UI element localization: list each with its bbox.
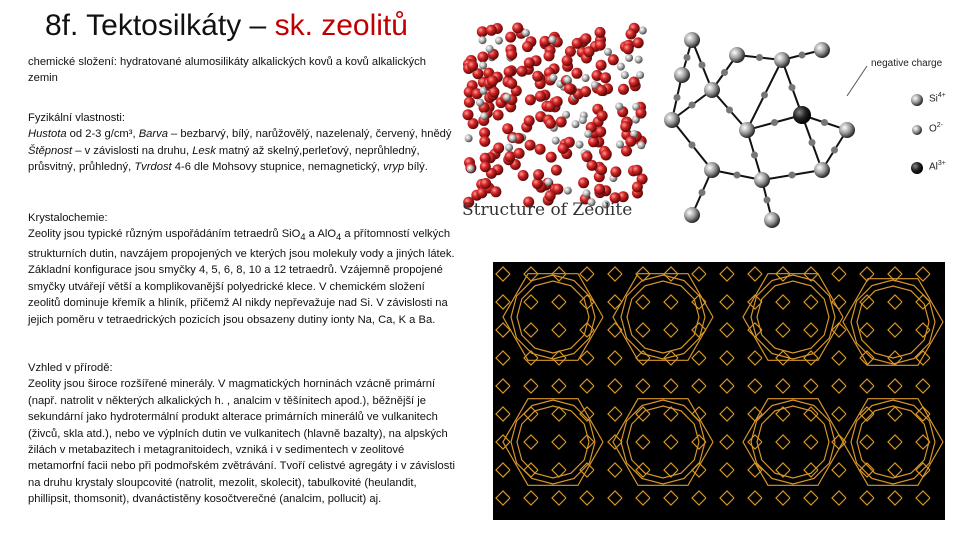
crystal-sub-1: 4: [300, 232, 306, 243]
color-text: – bezbarvý, bílý, narůžovělý, nazelenalý, červený, hnědý: [167, 128, 452, 141]
physical-heading: Fyzikální vlastnosti:: [28, 112, 125, 124]
composition-paragraph: chemické složení: hydratované alumosilikáty alkalických kovů a kovů alkalických zemin: [28, 56, 426, 85]
legend-si-label: Si: [929, 93, 938, 105]
crystal-text-1: Zeolity jsou typické různým uspořádáním tetraedrů SiO: [28, 228, 301, 241]
zeolite-framework-image: [493, 262, 945, 520]
crystal-text-2: a AlO: [305, 228, 337, 241]
cleavage-label: Štěpnost: [28, 144, 73, 157]
cleavage-text: – v závislosti na druhu,: [72, 144, 193, 157]
nature-appearance: [28, 360, 458, 508]
nature-body: Zeolity jsou široce rozšířené minerály. V magmatických horninách vzácně primární (např. natrolit v některých alkalických h. , analcim v těšínitech apod.), běžnější je sekundární jako hydrotermální produkt alterace primárních minerálů ve vulkanitech (živců, skla atd.), nebo ve výplních dutin ve vulkanitech (hlavně bazalty), na alpských žilách v metabazitech i metagranitoidech, vzniká i v sedimentech v zeolitové metamorfní facii nebo při podmořském zvětrávání. Tvoří celistvé agregáty i v závislosti na druhu krystaly sloupcovité (natrolit, mezolit, skolecit), tabulkovité (heulandit, phillipsit, thomsonit), dvanáctistěny kosočtverečné (analcim, pollucit) aj.: [28, 378, 455, 506]
crystal-text-3: a přítomností velkých strukturních dutin, navzájem propojených ve kterých jsou molekuly vody a jiných látek. Základní konfigurace jsou smyčky 4, 5, 6, 8, 10 a 12 tetraedrů. Vzájemně propojené smyčky utvářejí větší a komplikovanější polyedrické klece. V chemickém složení zeolitů dominuje křemík a hliník, přičemž Al nikdy nepřevažuje nad Si. V závislosti na jejich poměru v tetraedrických pozicích jsou obsazeny dutiny ionty Na, Ca, K a Ba.: [28, 228, 455, 326]
legend-al-label: Al: [929, 161, 938, 173]
density-text: od 2-3 g/cm³,: [66, 128, 139, 141]
color-label: Barva: [138, 128, 168, 141]
hardness-label: Tvrdost: [134, 161, 172, 174]
figure-caption: Structure of Zeolite: [462, 200, 633, 220]
nature-heading: Vzhled v přírodě:: [28, 362, 113, 374]
density-label: Hustota: [28, 128, 67, 141]
legend-o-label: O: [929, 123, 937, 135]
slide-title: [45, 6, 408, 46]
title-highlight: sk. zeolitů: [274, 9, 408, 42]
legend-o: [929, 122, 943, 134]
streak-label: vryp: [383, 161, 405, 174]
legend-al-charge: 3+: [937, 160, 946, 167]
legend-o-charge: 2-: [936, 122, 944, 129]
crystal-heading: Krystalochemie:: [28, 212, 108, 224]
crystal-body: [28, 226, 458, 328]
legend-si-charge: 4+: [937, 92, 946, 99]
legend-al: [929, 160, 946, 172]
title-main: 8f. Tektosilkáty –: [45, 9, 275, 42]
hardness-text: 4-6 dle Mohsovy stupnice, nemagnetický,: [171, 161, 384, 174]
legend-negative-charge: negative charge: [871, 58, 943, 69]
luster-label: Lesk: [192, 144, 216, 157]
crystal-sub-2: 4: [336, 232, 342, 243]
zeolite-structure-diagram: [652, 20, 952, 240]
streak-text: bílý.: [404, 161, 428, 174]
physical-body: [28, 126, 458, 175]
zeolite-molecular-model-image: [460, 20, 650, 220]
legend-si: [929, 92, 946, 104]
luster-text: matný až skelný,perleťový, neprůhledný, průsvitný, průhledný,: [28, 144, 420, 174]
crystal-chemistry: [28, 210, 458, 328]
composition-text: [28, 54, 458, 87]
physical-properties: [28, 110, 458, 176]
